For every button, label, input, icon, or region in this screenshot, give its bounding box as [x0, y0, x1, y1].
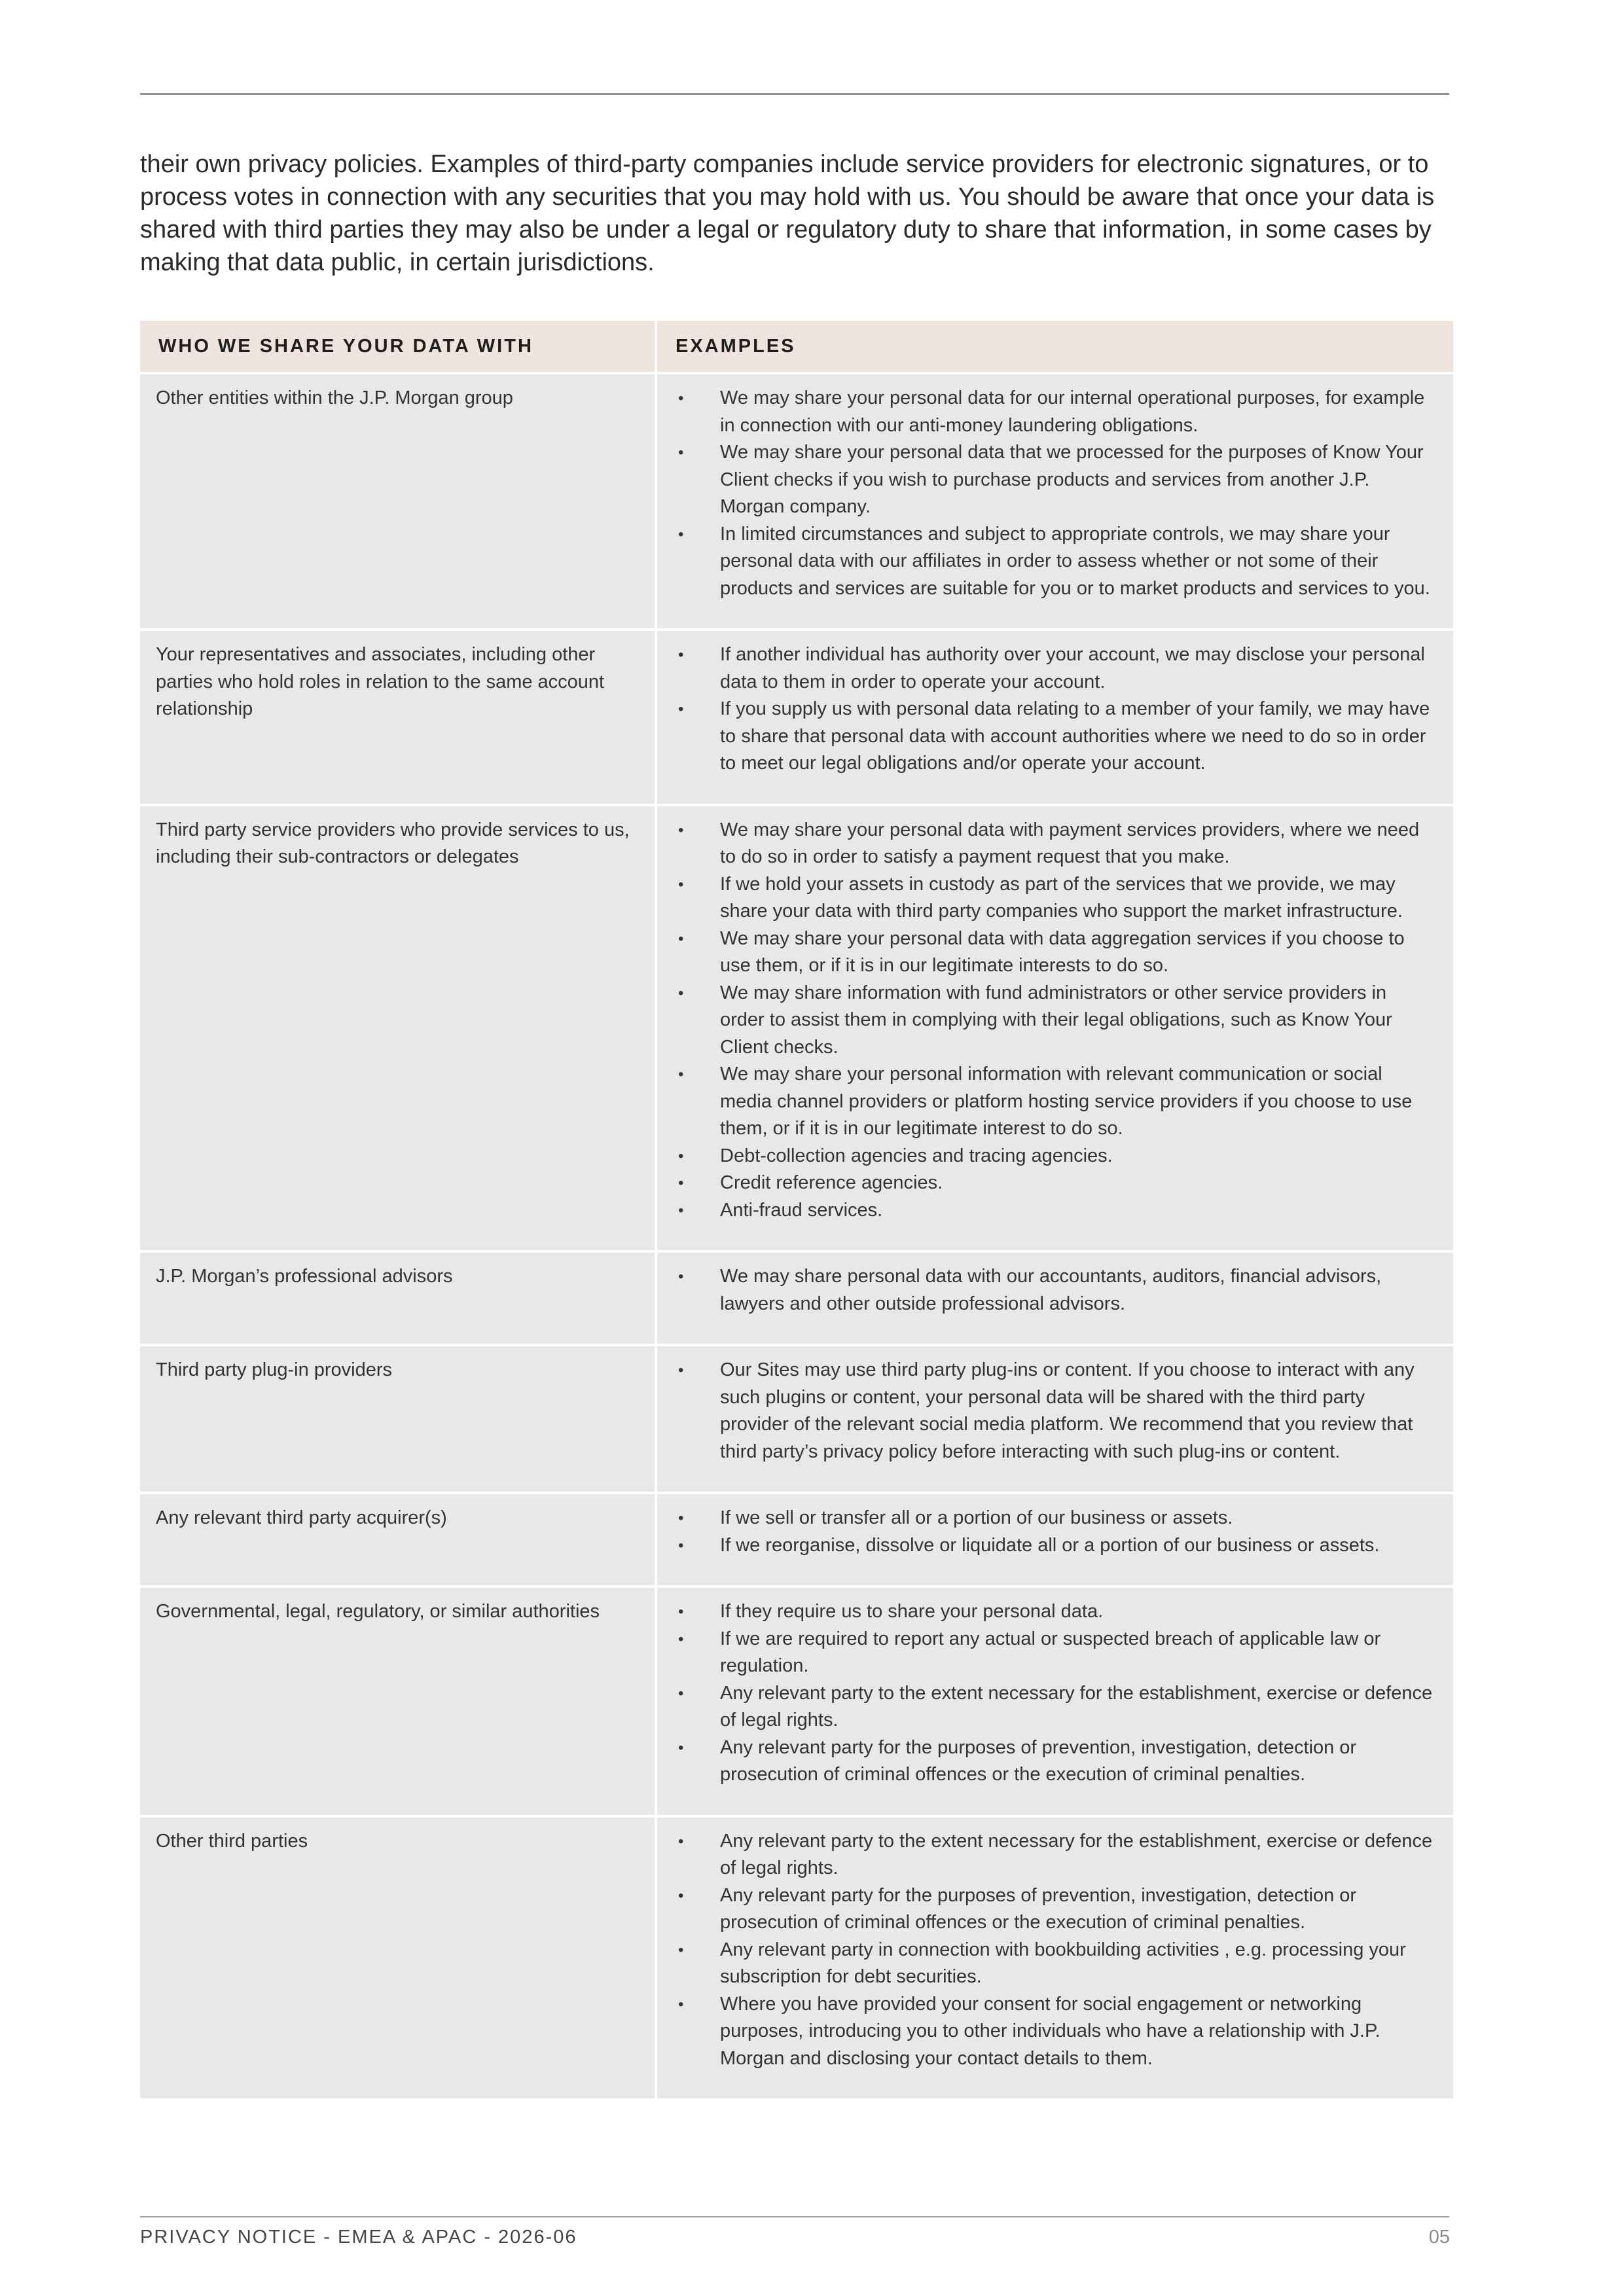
- example-item: • We may share personal data with our accountants, auditors, financial advisors, lawyers and other outside professional advisors.: [673, 1263, 1435, 1318]
- top-divider: [140, 93, 1449, 95]
- examples-list: [673, 1505, 1435, 1559]
- example-item: • If we are required to report any actual or suspected breach of applicable law or regulation.: [673, 1626, 1435, 1680]
- recipient-cell: Other third parties: [140, 1818, 655, 2099]
- table-row: [140, 631, 1453, 804]
- table-header-row: [140, 321, 1453, 372]
- recipient-cell: J.P. Morgan’s professional advisors: [140, 1253, 655, 1344]
- examples-cell: [657, 1818, 1453, 2099]
- header-examples: EXAMPLES: [657, 321, 1453, 372]
- example-item: • We may share your personal information with relevant communication or social media channel providers or platform hosting service providers if you choose to use them, or if it is in our legitimate interest to do so.: [673, 1061, 1435, 1143]
- example-item: • We may share your personal data with data aggregation services if you choose to use them, or if it is in our legitimate interests to do so.: [673, 925, 1435, 980]
- recipient-cell: Third party plug-in providers: [140, 1346, 655, 1492]
- example-item: • If we reorganise, dissolve or liquidate all or a portion of our business or assets.: [673, 1532, 1435, 1560]
- example-item: • We may share your personal data for our internal operational purposes, for example in connection with our anti-money laundering obligations.: [673, 385, 1435, 439]
- data-sharing-table: [137, 318, 1456, 2101]
- example-item: • Where you have provided your consent for social engagement or networking purposes, introducing you to other individuals who have a relationship with J.P. Morgan and disclosing your contact details to them.: [673, 1991, 1435, 2073]
- examples-cell: [657, 631, 1453, 804]
- example-item: • We may share your personal data that we processed for the purposes of Know Your Client checks if you wish to purchase products and services from another J.P. Morgan company.: [673, 439, 1435, 521]
- examples-cell: [657, 1494, 1453, 1585]
- examples-cell: [657, 374, 1453, 628]
- intro-paragraph: their own privacy policies. Examples of third-party companies include service providers for electronic signatures, or to process votes in connection with any securities that you may hold with us. You should be aware that once your data is shared with third parties they may also be under a legal or regulatory duty to share that information, in some cases by making that data public, in certain jurisdictions.: [140, 151, 1435, 276]
- example-item: • If another individual has authority over your account, we may disclose your personal data to them in order to operate your account.: [673, 641, 1435, 696]
- examples-cell: [657, 1346, 1453, 1492]
- example-item: • We may share information with fund administrators or other service providers in order to assist them in complying with their legal obligations, such as Know Your Client checks.: [673, 980, 1435, 1062]
- page-number: 05: [1428, 2227, 1450, 2248]
- examples-list: [673, 1598, 1435, 1789]
- recipient-cell: Governmental, legal, regulatory, or similar authorities: [140, 1588, 655, 1815]
- examples-cell: [657, 806, 1453, 1251]
- example-item: • Any relevant party to the extent necessary for the establishment, exercise or defence of legal rights.: [673, 1680, 1435, 1734]
- table-body: [140, 374, 1453, 2098]
- examples-cell: [657, 1588, 1453, 1815]
- table-row: [140, 374, 1453, 628]
- table-row: [140, 1588, 1453, 1815]
- recipient-cell: Other entities within the J.P. Morgan group: [140, 374, 655, 628]
- examples-list: [673, 641, 1435, 778]
- recipient-cell: Third party service providers who provide services to us, including their sub-contractors or delegates: [140, 806, 655, 1251]
- example-item: • If you supply us with personal data relating to a member of your family, we may have to share that personal data with account authorities where we need to do so in order to meet our legal obligations and/or operate your account.: [673, 696, 1435, 778]
- header-who-we-share-with: WHO WE SHARE YOUR DATA WITH: [140, 321, 655, 372]
- footer-document-title: PRIVACY NOTICE - EMEA & APAC - 2026-06: [140, 2227, 577, 2248]
- example-item: • In limited circumstances and subject to appropriate controls, we may share your personal data with our affiliates in order to assess whether or not some of their products and services are suitable for you or to market products and services to you.: [673, 521, 1435, 603]
- example-item: • We may share your personal data with payment services providers, where we need to do so in order to satisfy a payment request that you make.: [673, 817, 1435, 871]
- example-item: • If we sell or transfer all or a portion of our business or assets.: [673, 1505, 1435, 1532]
- example-item: • Any relevant party for the purposes of prevention, investigation, detection or prosecution of criminal offences or the execution of criminal penalties.: [673, 1882, 1435, 1937]
- examples-list: [673, 1357, 1435, 1465]
- recipient-cell: Your representatives and associates, including other parties who hold roles in relation to the same account relationship: [140, 631, 655, 804]
- example-item: • Credit reference agencies.: [673, 1170, 1435, 1197]
- examples-list: [673, 817, 1435, 1225]
- example-item: • Anti-fraud services.: [673, 1197, 1435, 1225]
- example-item: • Any relevant party in connection with bookbuilding activities , e.g. processing your subscription for debt securities.: [673, 1937, 1435, 1991]
- examples-list: [673, 385, 1435, 602]
- table-row: [140, 1253, 1453, 1344]
- example-item: • Our Sites may use third party plug-ins or content. If you choose to interact with any such plugins or content, your personal data will be shared with the third party provider of the relevant social media platform. We recommend that you review that third party’s privacy policy before interacting with such plug-ins or content.: [673, 1357, 1435, 1465]
- examples-cell: [657, 1253, 1453, 1344]
- example-item: • Any relevant party to the extent necessary for the establishment, exercise or defence of legal rights.: [673, 1828, 1435, 1882]
- recipient-cell: Any relevant third party acquirer(s): [140, 1494, 655, 1585]
- table-row: [140, 1494, 1453, 1585]
- table-row: [140, 806, 1453, 1251]
- examples-list: [673, 1263, 1435, 1318]
- table-row: [140, 1818, 1453, 2099]
- example-item: • If we hold your assets in custody as part of the services that we provide, we may share your data with third party companies who support the market infrastructure.: [673, 871, 1435, 925]
- example-item: • Debt-collection agencies and tracing agencies.: [673, 1143, 1435, 1170]
- examples-list: [673, 1828, 1435, 2073]
- footer-divider: [140, 2216, 1449, 2217]
- table-row: [140, 1346, 1453, 1492]
- example-item: • Any relevant party for the purposes of prevention, investigation, detection or prosecution of criminal offences or the execution of criminal penalties.: [673, 1734, 1435, 1789]
- example-item: • If they require us to share your personal data.: [673, 1598, 1435, 1626]
